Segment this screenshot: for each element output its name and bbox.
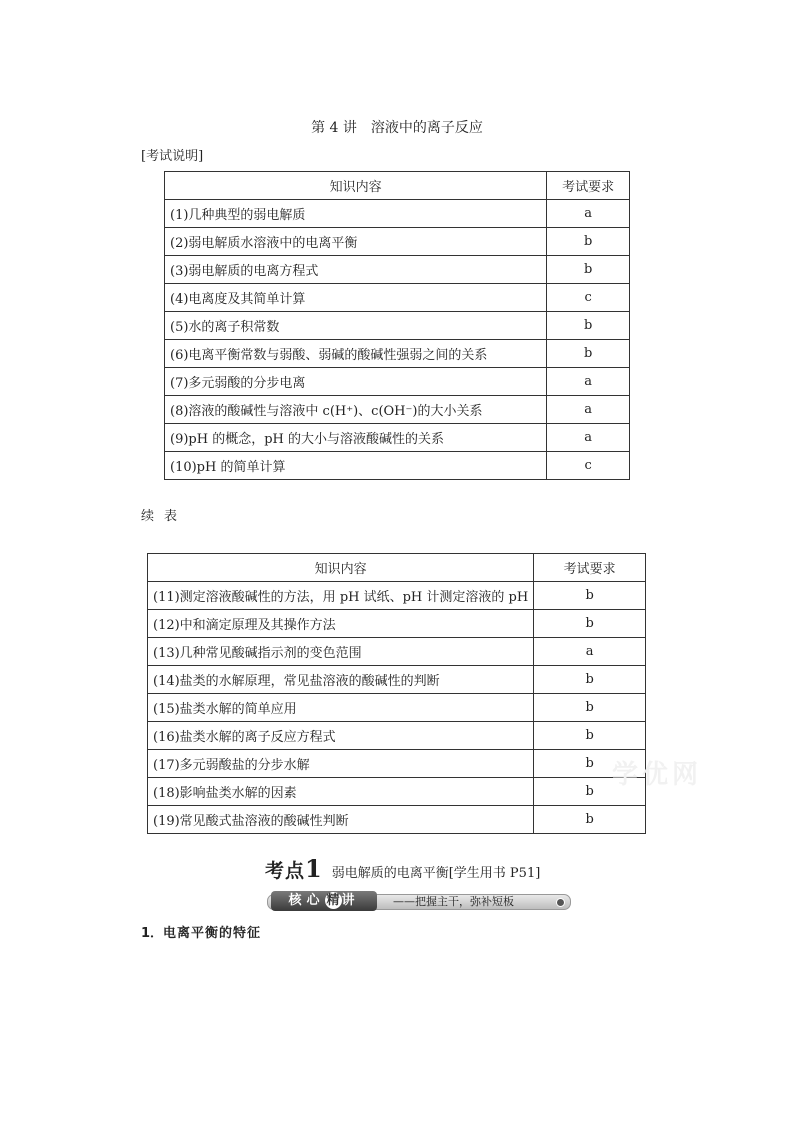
header-content: 知识内容 — [165, 172, 547, 200]
requirement-level: b — [534, 610, 646, 638]
knowledge-item: (13)几种常见酸碱指示剂的变色范围 — [148, 638, 534, 666]
table-row — [148, 582, 646, 610]
table-row — [148, 806, 646, 834]
section-title: 电离平衡的特征 — [163, 926, 262, 941]
table-header-row — [165, 172, 630, 200]
knowledge-item: (17)多元弱酸盐的分步水解 — [148, 750, 534, 778]
table-row — [165, 228, 630, 256]
knowledge-item: (9)pH 的概念，pH 的大小与溶液酸碱性的关系 — [165, 424, 547, 452]
lecture-title — [0, 117, 794, 137]
requirements-table-continued — [147, 553, 646, 834]
table-row — [148, 750, 646, 778]
table-row — [165, 340, 630, 368]
table-row — [148, 694, 646, 722]
header-content: 知识内容 — [148, 554, 534, 582]
table-row — [165, 396, 630, 424]
banner-char: 核 — [288, 893, 307, 908]
requirement-level: a — [547, 368, 630, 396]
knowledge-item: (5)水的离子积常数 — [165, 312, 547, 340]
table-row — [165, 424, 630, 452]
requirement-level: b — [547, 256, 630, 284]
table-row — [148, 638, 646, 666]
kaodian-heading — [265, 854, 540, 883]
table-body — [165, 200, 630, 480]
table-row — [148, 610, 646, 638]
section-number: 1． — [141, 926, 164, 941]
knowledge-item: (12)中和滴定原理及其操作方法 — [148, 610, 534, 638]
knowledge-item: (2)弱电解质水溶液中的电离平衡 — [165, 228, 547, 256]
requirement-level: a — [547, 396, 630, 424]
banner-tag — [271, 891, 377, 911]
knowledge-item: (7)多元弱酸的分步电离 — [165, 368, 547, 396]
table-row — [148, 778, 646, 806]
watermark-logo: 学优网 — [612, 760, 703, 790]
table-row — [148, 722, 646, 750]
requirement-level: c — [547, 284, 630, 312]
core-lecture-banner — [267, 891, 569, 911]
lecture-number: 第 4 讲 — [311, 120, 357, 136]
continued-label: 续表 — [141, 509, 188, 524]
banner-char-highlight: 精 — [326, 893, 340, 908]
exam-description-label: [考试说明] — [141, 149, 204, 164]
table-row — [165, 312, 630, 340]
knowledge-item: (14)盐类的水解原理，常见盐溶液的酸碱性的判断 — [148, 666, 534, 694]
requirement-level: a — [547, 200, 630, 228]
table-row — [165, 256, 630, 284]
knowledge-item: (16)盐类水解的离子反应方程式 — [148, 722, 534, 750]
requirement-level: b — [534, 666, 646, 694]
lecture-subject: 溶液中的离子反应 — [370, 120, 483, 136]
knowledge-item: (19)常见酸式盐溶液的酸碱性判断 — [148, 806, 534, 834]
requirement-level: b — [534, 582, 646, 610]
requirement-level: a — [534, 638, 646, 666]
requirements-table — [164, 171, 630, 480]
requirement-level: b — [534, 750, 646, 778]
knowledge-item: (11)测定溶液酸碱性的方法，用 pH 试纸、pH 计测定溶液的 pH — [148, 582, 534, 610]
requirement-level: b — [534, 778, 646, 806]
table-row — [148, 666, 646, 694]
kaodian-number: 1 — [305, 854, 322, 883]
table-row — [165, 284, 630, 312]
table-row — [165, 200, 630, 228]
table-row — [165, 368, 630, 396]
knowledge-item: (3)弱电解质的电离方程式 — [165, 256, 547, 284]
header-requirement: 考试要求 — [547, 172, 630, 200]
requirement-level: a — [547, 424, 630, 452]
banner-char: 讲 — [341, 893, 360, 908]
knowledge-item: (4)电离度及其简单计算 — [165, 284, 547, 312]
knowledge-item: (18)影响盐类水解的因素 — [148, 778, 534, 806]
banner-char: 心 — [306, 893, 325, 908]
requirement-level: b — [547, 312, 630, 340]
knowledge-item: (6)电离平衡常数与弱酸、弱碱的酸碱性强弱之间的关系 — [165, 340, 547, 368]
section-heading — [141, 922, 261, 941]
table-header-row — [148, 554, 646, 582]
kaodian-title: 弱电解质的电离平衡[学生用书 P51] — [331, 866, 541, 881]
requirement-level: b — [534, 806, 646, 834]
header-requirement: 考试要求 — [534, 554, 646, 582]
knowledge-item: (8)溶液的酸碱性与溶液中 c(H⁺)、c(OH⁻)的大小关系 — [165, 396, 547, 424]
knowledge-item: (1)几种典型的弱电解质 — [165, 200, 547, 228]
banner-subtitle: ——把握主干，弥补短板 — [393, 895, 514, 908]
knowledge-item: (10)pH 的简单计算 — [165, 452, 547, 480]
requirement-level: b — [547, 340, 630, 368]
requirement-level: b — [534, 694, 646, 722]
knowledge-item: (15)盐类水解的简单应用 — [148, 694, 534, 722]
requirement-level: c — [547, 452, 630, 480]
kaodian-label: 考点 — [265, 860, 306, 882]
requirement-level: b — [547, 228, 630, 256]
table-row — [165, 452, 630, 480]
table-body — [148, 582, 646, 834]
requirement-level: b — [534, 722, 646, 750]
bullet-dot-icon — [556, 898, 565, 907]
